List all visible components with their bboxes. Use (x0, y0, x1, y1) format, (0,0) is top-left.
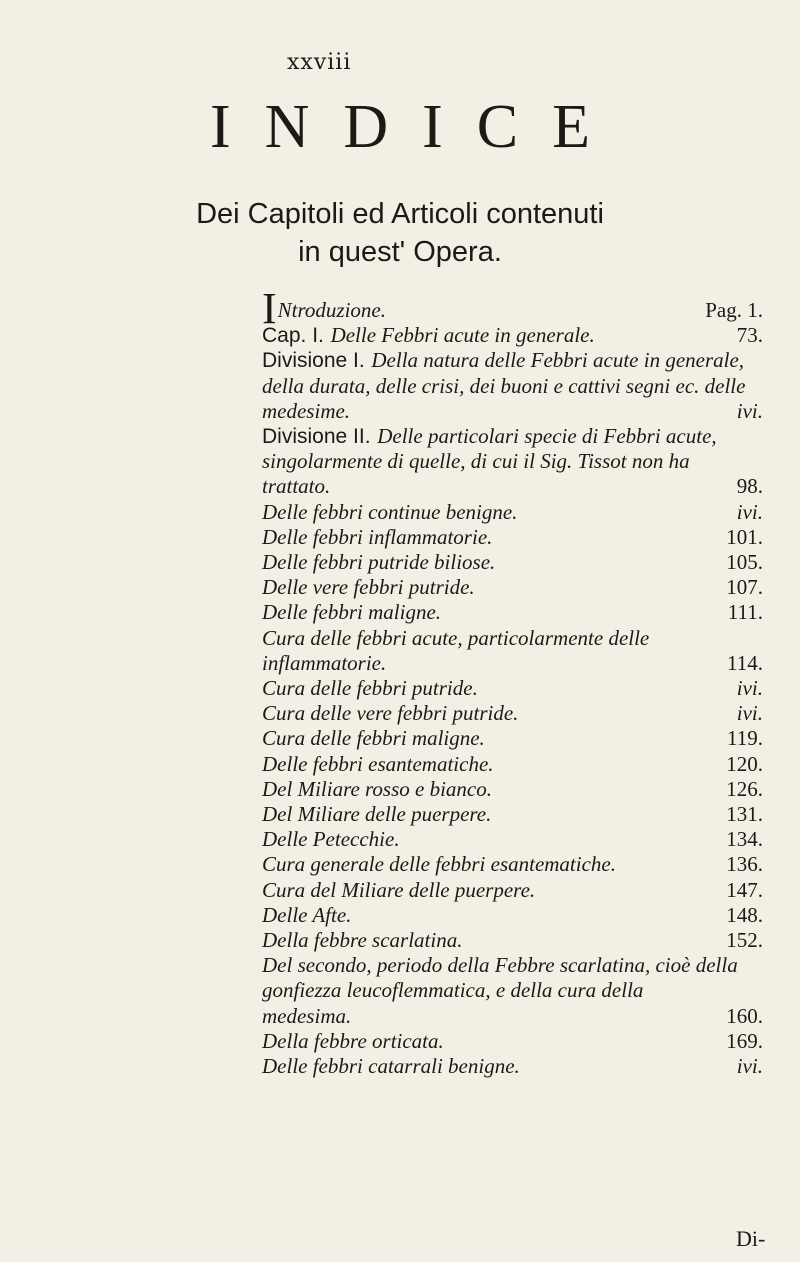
entry-page: 101. (726, 524, 763, 549)
entry-title: Del Miliare rosso e bianco. (262, 776, 492, 801)
entry-page: 107. (726, 575, 763, 600)
index-entry (262, 726, 767, 751)
entry-page: 120. (726, 751, 763, 776)
entry-title: Cura delle febbri putride. (262, 676, 478, 701)
page-folio: xxviii (287, 50, 352, 75)
entry-page: 152. (726, 928, 763, 953)
entry-title: Delle Petecchie. (262, 827, 400, 852)
entry-title: Cura delle febbri maligne. (262, 726, 485, 751)
entry-page: 126. (726, 776, 763, 801)
entry-title: Delle Afte. (262, 902, 352, 927)
entry-title: Della natura delle Febbri acute in generale, della durata, delle crisi, dei buoni e cattivi segni ec. delle medesime. (262, 348, 746, 423)
entry-page: 136. (726, 852, 763, 877)
index-entry (262, 953, 767, 1029)
entry-title: Cura delle febbri acute, particolarmente delle inflammatorie. (262, 625, 650, 675)
entry-title: Delle febbri maligne. (262, 600, 442, 625)
entry-page: ivi. (736, 701, 763, 726)
entry-page: Pag. 1. (705, 298, 763, 322)
entry-title: Ntroduzione. (277, 298, 386, 322)
entry-page: 147. (726, 877, 763, 902)
entry-title: Cura delle vere febbri putride. (262, 701, 519, 726)
drop-cap: I (262, 284, 277, 333)
index-entry (262, 1029, 767, 1054)
entry-title: Del Miliare delle puerpere. (262, 802, 492, 827)
index-entry (262, 1054, 767, 1079)
index-entry (262, 626, 767, 676)
index-entry (262, 284, 767, 333)
index-entry (262, 777, 767, 802)
index-entry (262, 348, 767, 424)
index-entry (262, 903, 767, 928)
index-entry (262, 575, 767, 600)
entry-page: ivi. (736, 499, 763, 524)
entry-page: 105. (726, 550, 763, 575)
entry-page: 114. (727, 650, 763, 675)
entry-page: 98. (736, 474, 763, 499)
index-entry (262, 852, 767, 877)
entry-page: 148. (726, 902, 763, 927)
entry-lead: Divisione II. (262, 425, 371, 449)
entry-page: ivi. (736, 676, 763, 701)
index-entry (262, 878, 767, 903)
entry-title: Delle febbri continue benigne. (262, 499, 518, 524)
subtitle-line-2: in quest' Opera. (298, 236, 502, 268)
entry-lead: Divisione I. (262, 349, 365, 373)
entry-page: ivi. (736, 398, 763, 423)
entry-title: Cura generale delle febbri esantematiche. (262, 852, 616, 877)
entry-title: Della febbre scarlatina. (262, 928, 463, 953)
index-entry (262, 676, 767, 701)
catchword: Di- (736, 1226, 766, 1251)
index-entry (262, 701, 767, 726)
entry-title: Delle particolari specie di Febbri acute, singolarmente di quelle, di cui il Sig. Tissot non ha trattato. (262, 424, 717, 499)
index-entry (262, 827, 767, 852)
index-entry (262, 752, 767, 777)
entry-title: Delle vere febbri putride. (262, 575, 475, 600)
entry-title: Delle febbri esantematiche. (262, 751, 494, 776)
entry-page: 131. (726, 802, 763, 827)
index-entry (262, 500, 767, 525)
entry-title: Del secondo, periodo della Febbre scarlatina, cioè della gonfiezza leucoflemmatica, e della cura della medesima. (262, 953, 738, 1028)
entry-title: Delle febbri catarrali benigne. (262, 1054, 520, 1079)
entry-page: 160. (726, 1003, 763, 1028)
index-entry (262, 525, 767, 550)
index-entry (262, 802, 767, 827)
entry-lead: Cap. I. (262, 324, 324, 348)
subtitle-line-1: Dei Capitoli ed Articoli contenuti (196, 198, 604, 230)
entry-title: Cura del Miliare delle puerpere. (262, 877, 536, 902)
index-entry (262, 424, 767, 500)
entry-page: 134. (726, 827, 763, 852)
entry-page: ivi. (736, 1054, 763, 1079)
entry-title: Delle Febbri acute in generale. (330, 323, 595, 348)
index-title: INDICE (209, 93, 625, 161)
index-entries (262, 284, 767, 1079)
index-entry (262, 323, 767, 348)
index-entry (262, 550, 767, 575)
entry-page: 119. (727, 726, 763, 751)
entry-title: Delle febbri putride biliose. (262, 550, 496, 575)
index-entry (262, 928, 767, 953)
entry-title: Delle febbri inflammatorie. (262, 524, 493, 549)
index-entry (262, 600, 767, 625)
entry-page: 111. (727, 600, 763, 625)
entry-title: Della febbre orticata. (262, 1028, 444, 1053)
entry-page: 169. (726, 1028, 763, 1053)
entry-page: 73. (736, 323, 763, 348)
